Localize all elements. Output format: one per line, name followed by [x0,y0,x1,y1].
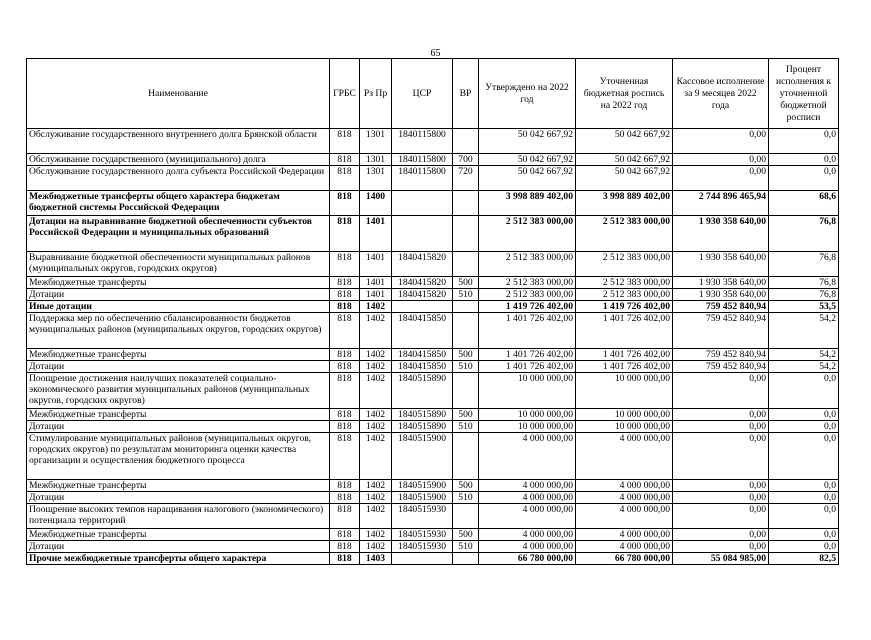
cell-approved: 1 419 726 402,00 [479,301,576,313]
cell-name: Межбюджетные трансферты [27,409,330,421]
cell-csr: 1840515930 [392,529,453,541]
cell-vr: 510 [453,492,479,504]
cell-refined: 1 401 726 402,00 [576,361,673,373]
table-row [27,129,839,154]
cell-csr: 1840415850 [392,313,453,349]
header-name: Наименование [27,59,330,129]
cell-percent: 82,5 [769,553,839,565]
header-approved: Утверждено на 2022 год [479,59,576,129]
cell-approved: 10 000 000,00 [479,421,576,433]
cell-csr [392,301,453,313]
table-row [27,492,839,504]
cell-rzpr: 1402 [360,373,392,409]
cell-cash: 0,00 [673,492,769,504]
cell-grbs: 818 [330,421,360,433]
cell-rzpr: 1402 [360,504,392,529]
cell-vr [453,553,479,565]
cell-refined: 10 000 000,00 [576,373,673,409]
cell-cash: 0,00 [673,409,769,421]
cell-approved: 50 042 667,92 [479,154,576,166]
cell-refined: 4 000 000,00 [576,504,673,529]
cell-approved: 50 042 667,92 [479,166,576,191]
table-row [27,433,839,480]
cell-cash: 55 084 985,00 [673,553,769,565]
header-vr: ВР [453,59,479,129]
cell-refined: 1 419 726 402,00 [576,301,673,313]
table-row [27,373,839,409]
cell-csr: 1840115800 [392,154,453,166]
cell-grbs: 818 [330,529,360,541]
table-row [27,409,839,421]
cell-csr: 1840515890 [392,373,453,409]
cell-vr: 700 [453,154,479,166]
cell-approved: 1 401 726 402,00 [479,349,576,361]
table-row [27,166,839,191]
cell-approved: 4 000 000,00 [479,433,576,480]
cell-approved: 10 000 000,00 [479,409,576,421]
cell-name: Дотации [27,289,330,301]
cell-rzpr: 1401 [360,289,392,301]
header-percent: Процент исполнения к уточненной бюджетной росписи [769,59,839,129]
cell-percent: 0,0 [769,492,839,504]
cell-grbs: 818 [330,361,360,373]
cell-csr: 1840515890 [392,421,453,433]
cell-csr: 1840115800 [392,166,453,191]
cell-name: Дотации [27,361,330,373]
page-number: 65 [430,48,441,59]
table-row [27,480,839,492]
cell-cash: 759 452 840,94 [673,301,769,313]
cell-rzpr: 1401 [360,277,392,289]
cell-cash: 0,00 [673,480,769,492]
table-row [27,301,839,313]
cell-grbs: 818 [330,216,360,252]
cell-approved: 2 512 383 000,00 [479,252,576,277]
cell-vr [453,129,479,154]
cell-grbs: 818 [330,313,360,349]
cell-refined: 10 000 000,00 [576,421,673,433]
header-csr: ЦСР [392,59,453,129]
cell-grbs: 818 [330,541,360,553]
cell-refined: 2 512 383 000,00 [576,252,673,277]
table-row [27,289,839,301]
cell-percent: 0,0 [769,433,839,480]
cell-csr: 1840515900 [392,480,453,492]
cell-rzpr: 1402 [360,301,392,313]
cell-vr: 510 [453,289,479,301]
table-body [27,129,839,565]
cell-cash: 1 930 358 640,00 [673,216,769,252]
cell-percent: 54,2 [769,361,839,373]
table-row [27,216,839,252]
cell-vr [453,504,479,529]
cell-rzpr: 1402 [360,409,392,421]
cell-grbs: 818 [330,277,360,289]
cell-name: Поддержка мер по обеспечению сбалансированности бюджетов муниципальных районов (муниципальных округов, городских округов) [27,313,330,349]
cell-percent: 0,0 [769,373,839,409]
cell-grbs: 818 [330,553,360,565]
cell-cash: 0,00 [673,154,769,166]
cell-grbs: 818 [330,301,360,313]
cell-percent: 0,0 [769,154,839,166]
cell-refined: 66 780 000,00 [576,553,673,565]
cell-percent: 76,8 [769,252,839,277]
cell-name: Межбюджетные трансферты [27,480,330,492]
cell-grbs: 818 [330,289,360,301]
table-row [27,553,839,565]
cell-percent: 54,2 [769,349,839,361]
cell-grbs: 818 [330,154,360,166]
cell-percent: 76,8 [769,289,839,301]
cell-csr: 1840415850 [392,361,453,373]
cell-vr [453,433,479,480]
cell-percent: 0,0 [769,480,839,492]
cell-cash: 759 452 840,94 [673,349,769,361]
cell-cash: 0,00 [673,166,769,191]
cell-percent: 0,0 [769,409,839,421]
cell-csr: 1840515900 [392,433,453,480]
cell-approved: 4 000 000,00 [479,504,576,529]
cell-vr: 510 [453,421,479,433]
table-row [27,504,839,529]
cell-percent: 53,5 [769,301,839,313]
cell-grbs: 818 [330,433,360,480]
cell-vr: 510 [453,541,479,553]
cell-vr [453,301,479,313]
cell-rzpr: 1301 [360,129,392,154]
table-row [27,529,839,541]
cell-approved: 2 512 383 000,00 [479,289,576,301]
cell-vr: 510 [453,361,479,373]
cell-cash: 0,00 [673,529,769,541]
cell-name: Стимулирование муниципальных районов (муниципальных округов, городских округов) по результатам мониторинга оценки качества организации и осуществления бюджетного процесса [27,433,330,480]
cell-vr [453,373,479,409]
cell-grbs: 818 [330,373,360,409]
cell-cash: 0,00 [673,433,769,480]
cell-cash: 0,00 [673,421,769,433]
cell-rzpr: 1301 [360,166,392,191]
table-header-row [27,59,839,129]
cell-name: Межбюджетные трансферты [27,349,330,361]
cell-rzpr: 1402 [360,480,392,492]
cell-name: Дотации [27,421,330,433]
table-row [27,541,839,553]
cell-csr: 1840515890 [392,409,453,421]
cell-refined: 10 000 000,00 [576,409,673,421]
cell-csr: 1840515930 [392,541,453,553]
table-row [27,361,839,373]
cell-percent: 0,0 [769,421,839,433]
table-row [27,421,839,433]
cell-approved: 4 000 000,00 [479,492,576,504]
cell-percent: 0,0 [769,129,839,154]
cell-refined: 50 042 667,92 [576,154,673,166]
cell-grbs: 818 [330,492,360,504]
cell-rzpr: 1402 [360,421,392,433]
cell-rzpr: 1402 [360,529,392,541]
cell-csr: 1840515900 [392,492,453,504]
cell-vr: 500 [453,529,479,541]
header-cash: Кассовое исполнение за 9 месяцев 2022 года [673,59,769,129]
cell-grbs: 818 [330,409,360,421]
cell-csr: 1840415820 [392,277,453,289]
cell-name: Прочие межбюджетные трансферты общего характера [27,553,330,565]
cell-refined: 3 998 889 402,00 [576,191,673,216]
cell-refined: 2 512 383 000,00 [576,289,673,301]
cell-percent: 0,0 [769,166,839,191]
cell-cash: 1 930 358 640,00 [673,277,769,289]
cell-name: Межбюджетные трансферты [27,277,330,289]
cell-grbs: 818 [330,166,360,191]
cell-name: Дотации [27,541,330,553]
cell-name: Поощрение достижения наилучших показателей социально-экономического развития муниципальных районов (муниципальных округов, городских округов) [27,373,330,409]
table-row [27,252,839,277]
cell-percent: 0,0 [769,541,839,553]
cell-rzpr: 1400 [360,191,392,216]
cell-grbs: 818 [330,504,360,529]
cell-approved: 2 512 383 000,00 [479,216,576,252]
cell-rzpr: 1401 [360,216,392,252]
cell-grbs: 818 [330,349,360,361]
cell-csr [392,216,453,252]
cell-approved: 66 780 000,00 [479,553,576,565]
cell-approved: 1 401 726 402,00 [479,313,576,349]
cell-rzpr: 1402 [360,492,392,504]
cell-refined: 4 000 000,00 [576,433,673,480]
cell-refined: 1 401 726 402,00 [576,313,673,349]
cell-approved: 50 042 667,92 [479,129,576,154]
table-row [27,154,839,166]
cell-refined: 1 401 726 402,00 [576,349,673,361]
cell-vr [453,216,479,252]
cell-name: Иные дотации [27,301,330,313]
cell-name: Дотации на выравнивание бюджетной обеспеченности субъектов Российской Федерации и муниципальных образований [27,216,330,252]
cell-name: Обслуживание государственного долга субъекта Российской Федерации [27,166,330,191]
cell-name: Обслуживание государственного внутреннего долга Брянской области [27,129,330,154]
cell-cash: 0,00 [673,504,769,529]
table-row [27,191,839,216]
cell-refined: 4 000 000,00 [576,480,673,492]
cell-grbs: 818 [330,129,360,154]
cell-rzpr: 1401 [360,252,392,277]
cell-name: Обслуживание государственного (муниципального) долга [27,154,330,166]
cell-csr: 1840415820 [392,289,453,301]
cell-cash: 759 452 840,94 [673,313,769,349]
cell-percent: 0,0 [769,504,839,529]
cell-csr: 1840515930 [392,504,453,529]
cell-vr: 500 [453,277,479,289]
cell-vr [453,191,479,216]
cell-csr: 1840415820 [392,252,453,277]
cell-name: Межбюджетные трансферты общего характера бюджетам бюджетной системы Российской Федерации [27,191,330,216]
header-refined: Уточненная бюджетная роспись на 2022 год [576,59,673,129]
cell-cash: 2 744 896 465,94 [673,191,769,216]
cell-name: Выравнивание бюджетной обеспеченности муниципальных районов (муниципальных округов, городских округов) [27,252,330,277]
cell-refined: 4 000 000,00 [576,492,673,504]
cell-vr: 500 [453,409,479,421]
cell-refined: 50 042 667,92 [576,166,673,191]
cell-percent: 54,2 [769,313,839,349]
cell-refined: 2 512 383 000,00 [576,277,673,289]
cell-rzpr: 1403 [360,553,392,565]
budget-table [26,58,839,565]
cell-cash: 1 930 358 640,00 [673,252,769,277]
table-row [27,313,839,349]
cell-rzpr: 1402 [360,313,392,349]
cell-csr: 1840415850 [392,349,453,361]
cell-cash: 759 452 840,94 [673,361,769,373]
cell-vr [453,252,479,277]
cell-approved: 1 401 726 402,00 [479,361,576,373]
cell-percent: 0,0 [769,529,839,541]
cell-name: Поощрение высоких темпов наращивания налогового (экономического) потенциала территорий [27,504,330,529]
table-row [27,349,839,361]
cell-approved: 4 000 000,00 [479,480,576,492]
cell-cash: 0,00 [673,129,769,154]
cell-csr [392,191,453,216]
cell-grbs: 818 [330,191,360,216]
cell-percent: 76,8 [769,277,839,289]
cell-csr: 1840115800 [392,129,453,154]
cell-vr: 720 [453,166,479,191]
cell-rzpr: 1301 [360,154,392,166]
header-grbs: ГРБС [330,59,360,129]
cell-rzpr: 1402 [360,541,392,553]
cell-rzpr: 1402 [360,349,392,361]
cell-refined: 4 000 000,00 [576,541,673,553]
cell-refined: 4 000 000,00 [576,529,673,541]
cell-percent: 68,6 [769,191,839,216]
header-rzpr: Рз Пр [360,59,392,129]
cell-approved: 4 000 000,00 [479,541,576,553]
cell-grbs: 818 [330,252,360,277]
cell-approved: 4 000 000,00 [479,529,576,541]
cell-name: Дотации [27,492,330,504]
cell-percent: 76,8 [769,216,839,252]
cell-vr: 500 [453,349,479,361]
cell-vr: 500 [453,480,479,492]
cell-refined: 50 042 667,92 [576,129,673,154]
cell-rzpr: 1402 [360,361,392,373]
cell-approved: 10 000 000,00 [479,373,576,409]
cell-cash: 0,00 [673,373,769,409]
cell-rzpr: 1402 [360,433,392,480]
cell-vr [453,313,479,349]
cell-name: Межбюджетные трансферты [27,529,330,541]
cell-approved: 2 512 383 000,00 [479,277,576,289]
cell-grbs: 818 [330,480,360,492]
cell-approved: 3 998 889 402,00 [479,191,576,216]
cell-refined: 2 512 383 000,00 [576,216,673,252]
cell-csr [392,553,453,565]
table-row [27,277,839,289]
cell-cash: 0,00 [673,541,769,553]
cell-cash: 1 930 358 640,00 [673,289,769,301]
